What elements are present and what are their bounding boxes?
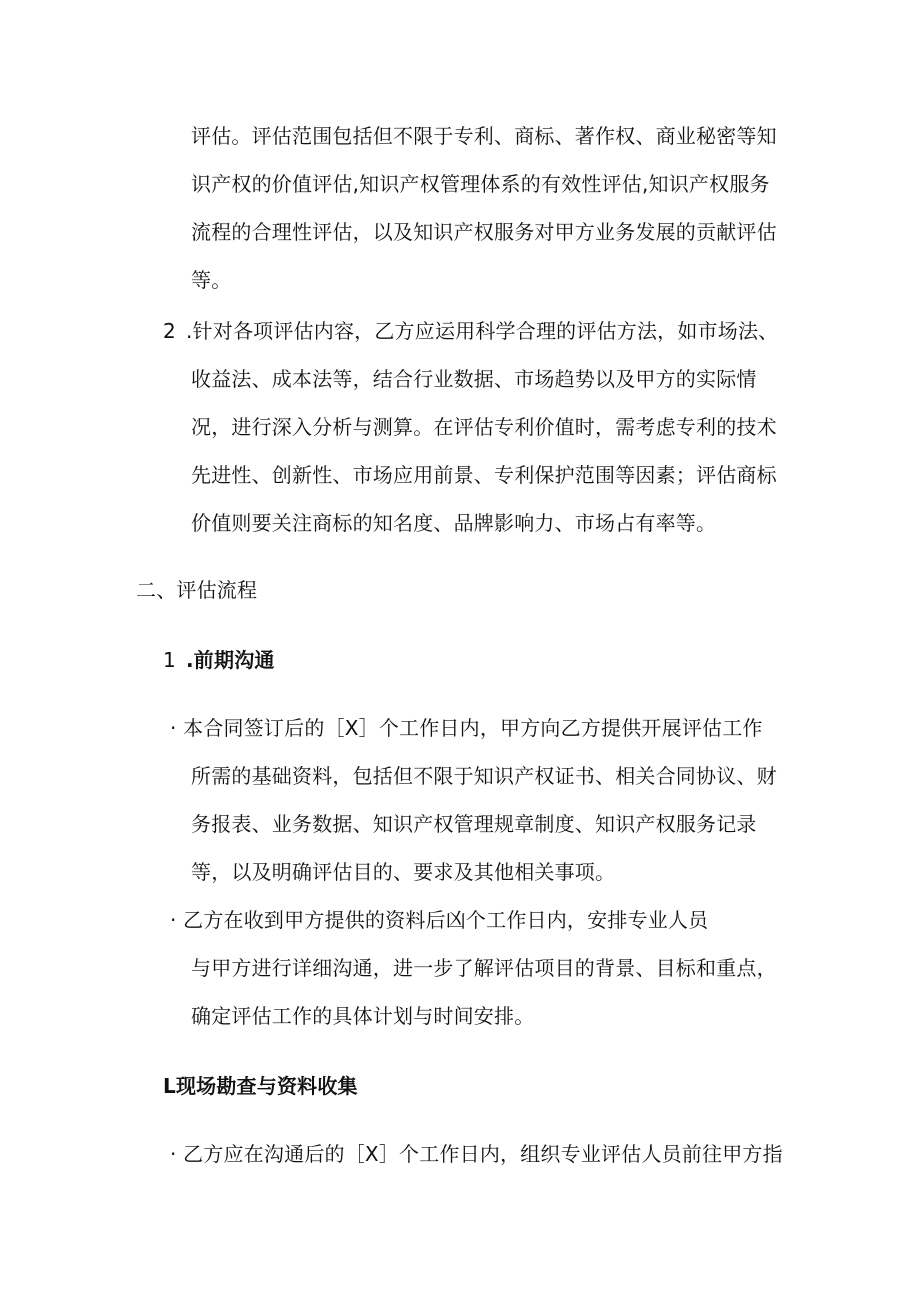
bullet-line: 确定评估工作的具体计划与时间安排。 <box>191 1004 535 1028</box>
paragraph-line: 流程的合理性评估，以及知识产权服务对甲方业务发展的贡献评估 <box>191 220 777 244</box>
paragraph-line: 收益法、成本法等，结合行业数据、市场趋势以及甲方的实际情 <box>191 367 757 391</box>
paragraph-line: 识产权的价值评估,知识产权管理体系的有效性评估,知识产权服务 <box>191 172 770 196</box>
subsection-title: .前期沟通 <box>186 648 275 672</box>
bullet-line: · 本合同签订后的［X］个工作日内，甲方向乙方提供开展评估工作 <box>170 716 763 740</box>
paragraph-line: 先进性、创新性、市场应用前景、专利保护范围等因素；评估商标 <box>191 463 777 487</box>
subsection-number: 1 <box>163 648 176 672</box>
subsection-2-title: L现场勘查与资料收集 <box>163 1074 358 1098</box>
bullet-line: 与甲方进行详细沟通，进一步了解评估项目的背景、目标和重点， <box>191 956 777 980</box>
paragraph-line: 价值则要关注商标的知名度、品牌影响力、市场占有率等。 <box>191 511 717 535</box>
bullet-line: 等，以及明确评估目的、要求及其他相关事项。 <box>191 860 616 884</box>
paragraph-line: 评估。评估范围包括但不限于专利、商标、著作权、商业秘密等知 <box>191 124 777 148</box>
item-number: 2 <box>163 319 176 343</box>
paragraph-line: 等。 <box>191 268 232 292</box>
bullet-line: 务报表、业务数据、知识产权管理规章制度、知识产权服务记录 <box>191 812 757 836</box>
paragraph-line: 况，进行深入分析与测算。在评估专利价值时，需考虑专利的技术 <box>191 415 777 439</box>
bullet-line: · 乙方在收到甲方提供的资料后凶个工作日内，安排专业人员 <box>170 908 709 932</box>
section-heading: 二、评估流程 <box>136 578 258 602</box>
paragraph-line: .针对各项评估内容，乙方应运用科学合理的评估方法，如市场法、 <box>186 319 779 343</box>
bullet-line: · 乙方应在沟通后的［X］个工作日内，组织专业评估人员前往甲方指 <box>170 1142 783 1166</box>
bullet-line: 所需的基础资料，包括但不限于知识产权证书、相关合同协议、财 <box>191 764 777 788</box>
